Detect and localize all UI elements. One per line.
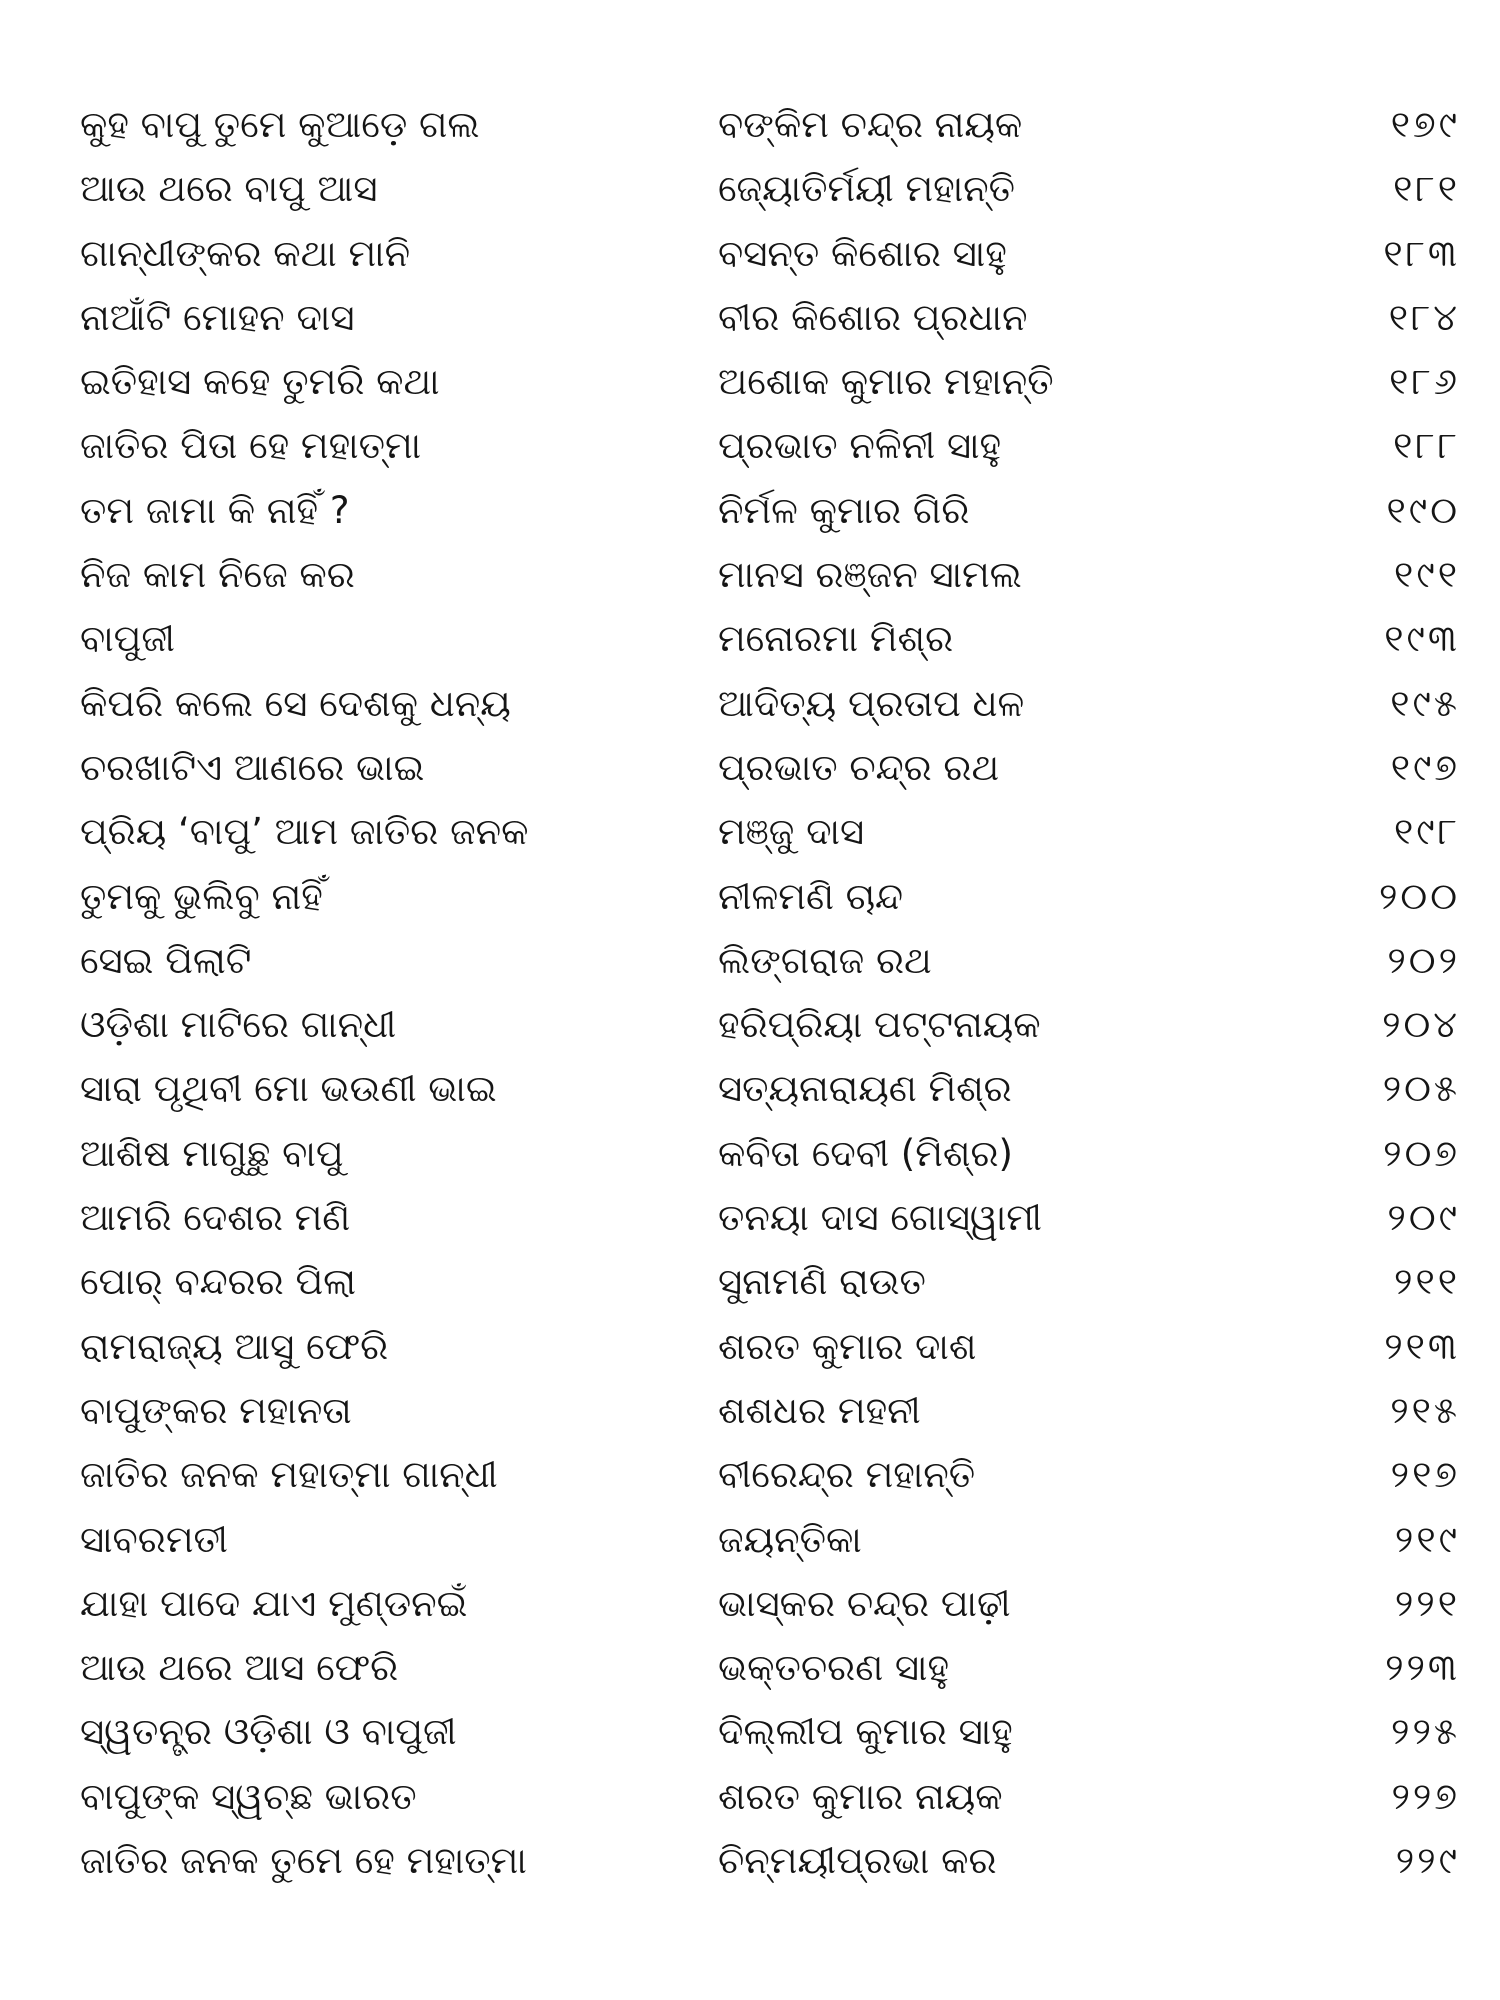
poet-name: ବୀର କିଶୋର ପ୍ରଧାନ — [718, 295, 1028, 339]
poet-name: ଦିଲ୍ଲୀପ କୁମାର ସାହୁ — [718, 1710, 1013, 1754]
page-number: ୧୯୮ — [1394, 810, 1460, 854]
poem-title: ନାଆଁଟି ମୋହନ ଦାସ — [80, 295, 355, 339]
poem-title: କିପରି କଲେ ସେ ଦେଶକୁ ଧନ୍ୟ — [80, 681, 511, 725]
page-number: ୨୦୦ — [1378, 874, 1460, 918]
page-number: ୧୯୧ — [1394, 553, 1460, 597]
poet-name: ଶରତ କୁମାର ନାୟକ — [718, 1774, 1003, 1818]
toc-entry — [80, 1765, 1460, 1829]
poem-title: ବାପୁଙ୍କ ସ୍ୱଚ୍ଛ ଭାରତ — [80, 1774, 417, 1818]
page-number: ୨୧୭ — [1390, 1453, 1460, 1497]
poem-title: ଆଉ ଥରେ ବାପୁ ଆସ — [80, 167, 378, 211]
poet-name: ଚିନ୍ମୟୀପ୍ରଭା କର — [718, 1839, 997, 1883]
poem-title: ତୁମକୁ ଭୁଲିବୁ ନାହିଁ — [80, 874, 323, 918]
toc-entry — [80, 1636, 1460, 1700]
poet-name: ତନୟା ଦାସ ଗୋସ୍ୱାମୀ — [718, 1196, 1042, 1240]
poem-title: ତମ ଜାମା କି ନାହିଁ ? — [80, 488, 350, 532]
poem-title: ଜାତିର ଜନକ ତୁମେ ହେ ମହାତ୍ମା — [80, 1839, 527, 1883]
page-number: ୨୦୨ — [1387, 938, 1460, 982]
poet-name: ଭକ୍ତଚରଣ ସାହୁ — [718, 1646, 950, 1690]
poem-title: ସାବରମତୀ — [80, 1517, 228, 1561]
toc-entry — [80, 479, 1460, 543]
page-number: ୨୧୫ — [1390, 1388, 1460, 1432]
poet-name: ସୁନାମଣି ରାଉତ — [718, 1260, 926, 1304]
toc-list — [80, 93, 1460, 1893]
toc-entry — [80, 1572, 1460, 1636]
page-number: ୨୦୪ — [1382, 1003, 1460, 1047]
page-number: ୧୯୩ — [1384, 617, 1460, 661]
poem-title: ଇତିହାସ କହେ ତୁମରି କଥା — [80, 360, 440, 404]
poem-title: ରାମରାଜ୍ୟ ଆସୁ ଫେରି — [80, 1324, 389, 1368]
toc-entry — [80, 800, 1460, 864]
poem-title: ଆମରି ଦେଶର ମଣି — [80, 1196, 351, 1240]
poet-name: ଲିଙ୍ଗରାଜ ରଥ — [718, 938, 932, 982]
page-number: ୧୯୦ — [1386, 488, 1460, 532]
toc-entry — [80, 1829, 1460, 1893]
toc-entry — [80, 286, 1460, 350]
toc-entry — [80, 1443, 1460, 1507]
poem-title: ବାପୁଙ୍କର ମହାନତା — [80, 1388, 352, 1432]
poet-name: ଶଶଧର ମହନୀ — [718, 1388, 921, 1432]
poet-name: ମଞ୍ଜୁ ଦାସ — [718, 810, 865, 854]
poem-title: ଆଶିଷ ମାଗୁଛୁ ବାପୁ — [80, 1131, 344, 1175]
page-number: ୧୯୭ — [1390, 745, 1460, 789]
toc-entry — [80, 736, 1460, 800]
poet-name: ସତ୍ୟନାରାୟଣ ମିଶ୍ର — [718, 1067, 1012, 1111]
poet-name: ବୀରେନ୍ଦ୍ର ମହାନ୍ତି — [718, 1453, 976, 1497]
poet-name: ଜ୍ୟୋତିର୍ମୟୀ ମହାନ୍ତି — [718, 167, 1016, 211]
page-number: ୨୨୭ — [1391, 1774, 1460, 1818]
poet-name: କବିତା ଦେବୀ (ମିଶ୍ର) — [718, 1131, 1013, 1175]
poet-name: ମାନସ ରଞ୍ଜନ ସାମଲ — [718, 553, 1022, 597]
toc-entry — [80, 93, 1460, 157]
poem-title: ବାପୁଜୀ — [80, 617, 175, 661]
page-number: ୨୦୭ — [1383, 1131, 1460, 1175]
poem-title: ଓଡ଼ିଶା ମାଟିରେ ଗାନ୍ଧୀ — [80, 1003, 397, 1047]
toc-entry — [80, 607, 1460, 671]
toc-entry — [80, 414, 1460, 478]
poet-name: ପ୍ରଭାତ ଚନ୍ଦ୍ର ରଥ — [718, 745, 1000, 789]
page-number: ୧୭୯ — [1390, 103, 1460, 146]
toc-entry — [80, 1057, 1460, 1121]
poet-name: ହରିପ୍ରିୟା ପଟ୍ଟନାୟକ — [718, 1003, 1041, 1047]
toc-entry — [80, 865, 1460, 929]
toc-entry — [80, 1508, 1460, 1572]
page-number: ୨୦୯ — [1387, 1196, 1460, 1240]
toc-entry — [80, 1315, 1460, 1379]
page-number: ୧୮୪ — [1388, 295, 1460, 339]
page-number: ୧୮୮ — [1393, 424, 1460, 468]
poem-title: ଚରଖାଟିଏ ଆଣରେ ଭାଇ — [80, 745, 425, 789]
toc-entry — [80, 993, 1460, 1057]
poem-title: ଆଉ ଥରେ ଆସ ଫେରି — [80, 1646, 399, 1690]
poem-title: କୁହ ବାପୁ ତୁମେ କୁଆଡ଼େ ଗଲ — [80, 103, 480, 146]
poet-name: ଭାସ୍କର ଚନ୍ଦ୍ର ପାଢ଼ୀ — [718, 1581, 1011, 1625]
toc-entry — [80, 543, 1460, 607]
poet-name: ନୀଳମଣି ଚାନ୍ଦ — [718, 874, 904, 918]
poet-name: ନିର୍ମଳ କୁମାର ଗିରି — [718, 488, 970, 532]
page-number: ୨୧୧ — [1394, 1260, 1460, 1304]
poet-name: ଶରତ କୁମାର ଦାଶ — [718, 1324, 977, 1368]
poet-name: ବଙ୍କିମ ଚନ୍ଦ୍ର ନାୟକ — [718, 103, 1023, 146]
poet-name: ବସନ୍ତ କିଶୋର ସାହୁ — [718, 231, 1007, 275]
page-number: ୧୮୬ — [1389, 360, 1460, 404]
poem-title: ସ୍ୱତନ୍ତ୍ର ଓଡ଼ିଶା ଓ ବାପୁଜୀ — [80, 1710, 457, 1754]
toc-entry — [80, 1700, 1460, 1764]
page-number: ୨୨୧ — [1394, 1581, 1460, 1625]
page-number: ୨୨୫ — [1391, 1710, 1460, 1754]
poet-name: ଅଶୋକ କୁମାର ମହାନ୍ତି — [718, 360, 1054, 404]
page-number: ୧୮୩ — [1383, 231, 1460, 275]
page-number: ୨୨୩ — [1385, 1646, 1460, 1690]
toc-entry — [80, 672, 1460, 736]
page-number: ୨୦୫ — [1382, 1067, 1460, 1111]
toc-entry — [80, 1186, 1460, 1250]
poet-name: ପ୍ରଭାତ ନଳିନୀ ସାହୁ — [718, 424, 1002, 468]
page-number: ୧୮୧ — [1393, 167, 1460, 211]
poem-title: ଗାନ୍ଧୀଙ୍କର କଥା ମାନି — [80, 231, 411, 275]
poem-title: ନିଜ କାମ ନିଜେ କର — [80, 553, 355, 597]
poem-title: ପ୍ରିୟ ‘ବାପୁ’ ଆମ ଜାତିର ଜନକ — [80, 810, 529, 854]
toc-entry — [80, 929, 1460, 993]
poem-title: ପୋର୍ ବନ୍ଦରର ପିଲା — [80, 1260, 356, 1304]
poem-title: ଜାତିର ଜନକ ମହାତ୍ମା ଗାନ୍ଧୀ — [80, 1453, 498, 1497]
toc-entry — [80, 1250, 1460, 1314]
toc-entry — [80, 1122, 1460, 1186]
toc-entry — [80, 157, 1460, 221]
page-number: ୨୧୩ — [1384, 1324, 1460, 1368]
poem-title: ଜାତିର ପିତା ହେ ମହାତ୍ମା — [80, 424, 422, 468]
toc-entry — [80, 222, 1460, 286]
page-number: ୨୧୯ — [1394, 1517, 1460, 1561]
poem-title: ଯାହା ପାଦେ ଯାଏ ମୁଣ୍ଡନଇଁ — [80, 1581, 468, 1625]
page-number: ୨୨୯ — [1395, 1839, 1460, 1883]
poem-title: ସାରା ପୃଥିବୀ ମୋ ଭଉଣୀ ଭାଇ — [80, 1067, 497, 1111]
toc-entry — [80, 350, 1460, 414]
poet-name: ଆଦିତ୍ୟ ପ୍ରତାପ ଧଳ — [718, 681, 1025, 725]
page-number: ୧୯୫ — [1390, 681, 1460, 725]
poet-name: ଜୟନ୍ତିକା — [718, 1517, 862, 1561]
toc-entry — [80, 1379, 1460, 1443]
poet-name: ମନୋରମା ମିଶ୍ର — [718, 617, 954, 661]
poem-title: ସେଇ ପିଲାଟି — [80, 938, 252, 982]
